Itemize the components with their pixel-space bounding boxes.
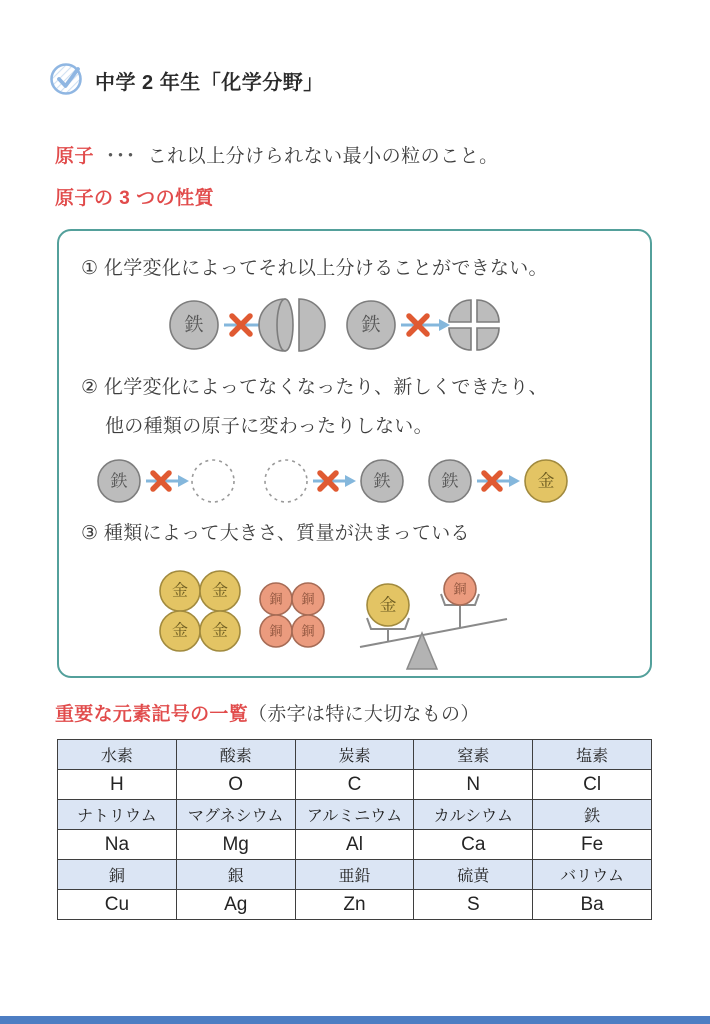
- table-row: [58, 890, 652, 920]
- element-name-cell: ナトリウム: [58, 800, 177, 830]
- elements-table-title: 重要な元素記号の一覧: [55, 704, 249, 725]
- element-symbol-cell: Ca: [414, 830, 533, 860]
- page-title: 中学 2 年生「化学分野」: [95, 72, 324, 94]
- svg-text:鉄: 鉄: [441, 471, 459, 491]
- element-symbol-cell: Na: [58, 830, 177, 860]
- svg-text:銅: 銅: [301, 591, 315, 607]
- properties-subheading: 原子の 3 つの性質: [55, 188, 215, 209]
- element-name-cell: カルシウム: [414, 800, 533, 830]
- svg-text:金: 金: [537, 471, 555, 491]
- gold-atom-group: [160, 571, 240, 651]
- check-circle-icon: [49, 60, 86, 97]
- element-name-cell: 窒素: [414, 740, 533, 770]
- element-name-cell: 塩素: [533, 740, 652, 770]
- properties-box: [57, 229, 652, 678]
- svg-text:銅: 銅: [301, 623, 315, 639]
- svg-text:金: 金: [171, 582, 189, 600]
- atom-term: 原子: [55, 146, 95, 167]
- property-1-text: ① 化学変化によってそれ以上分けることができない。: [81, 258, 548, 279]
- iron-atom-circle: [98, 460, 140, 502]
- iron-atom-circle: [361, 460, 403, 502]
- svg-text:鉄: 鉄: [110, 471, 128, 491]
- dots-separator: ･･･: [105, 146, 136, 167]
- element-symbol-cell: C: [295, 770, 414, 800]
- element-symbol-cell: H: [58, 770, 177, 800]
- element-name-cell: 酸素: [176, 740, 295, 770]
- element-name-cell: 水素: [58, 740, 177, 770]
- property-2-text: [81, 368, 548, 446]
- element-name-cell: アルミニウム: [295, 800, 414, 830]
- elements-table-note: （赤字は特に大切なもの）: [248, 704, 480, 725]
- atom-definition: これ以上分けられない最小の粒のこと。: [147, 146, 499, 167]
- svg-text:鉄: 鉄: [361, 314, 381, 336]
- iron-atom-circle: [170, 301, 218, 349]
- element-symbol-cell: O: [176, 770, 295, 800]
- footer-bar: [0, 1016, 710, 1024]
- diagram-size-mass: [61, 557, 651, 673]
- diagram-cannot-split: [61, 289, 651, 361]
- element-name-cell: バリウム: [533, 860, 652, 890]
- element-name-cell: 炭素: [295, 740, 414, 770]
- copper-atom-group: [260, 583, 324, 647]
- dashed-atom-circle: [265, 460, 307, 502]
- table-row: [58, 800, 652, 830]
- dashed-atom-circle: [192, 460, 234, 502]
- table-row: [58, 860, 652, 890]
- element-symbol-cell: Cu: [58, 890, 177, 920]
- svg-text:金: 金: [211, 582, 229, 600]
- svg-text:銅: 銅: [269, 591, 283, 607]
- element-name-cell: マグネシウム: [176, 800, 295, 830]
- iron-atom-circle: [347, 301, 395, 349]
- elements-table-heading: [55, 699, 480, 726]
- element-name-cell: 銀: [176, 860, 295, 890]
- element-symbols-table: [57, 739, 652, 920]
- element-name-cell: 亜鉛: [295, 860, 414, 890]
- table-row: [58, 830, 652, 860]
- svg-text:金: 金: [379, 595, 397, 615]
- element-symbol-cell: Ba: [533, 890, 652, 920]
- element-symbol-cell: Cl: [533, 770, 652, 800]
- element-name-cell: 鉄: [533, 800, 652, 830]
- property-2-line1: ② 化学変化によってなくなったり、新しくできたり、: [81, 377, 548, 398]
- element-symbol-cell: Zn: [295, 890, 414, 920]
- element-name-cell: 銅: [58, 860, 177, 890]
- svg-text:金: 金: [171, 622, 189, 640]
- element-name-cell: 硫黄: [414, 860, 533, 890]
- split-quarter-atom: [449, 300, 499, 350]
- gold-atom-circle: [525, 460, 567, 502]
- svg-text:金: 金: [211, 622, 229, 640]
- property-2-line2: 他の種類の原子に変わったりしない。: [105, 416, 433, 437]
- cross-arrow-icon: [146, 473, 189, 489]
- iron-atom-circle: [429, 460, 471, 502]
- diagram-no-change: [61, 453, 651, 511]
- svg-text:銅: 銅: [453, 581, 467, 597]
- element-symbol-cell: Al: [295, 830, 414, 860]
- svg-text:銅: 銅: [269, 623, 283, 639]
- cross-arrow-icon: [313, 473, 356, 489]
- element-symbol-cell: N: [414, 770, 533, 800]
- split-half-atom: [259, 299, 325, 351]
- balance-scale: [360, 573, 507, 669]
- cross-arrow-icon: [401, 316, 450, 334]
- cross-arrow-icon: [477, 473, 520, 489]
- table-row: [58, 770, 652, 800]
- svg-text:鉄: 鉄: [184, 314, 204, 336]
- atom-definition-line: [55, 141, 499, 168]
- element-symbol-cell: S: [414, 890, 533, 920]
- svg-text:鉄: 鉄: [373, 471, 391, 491]
- element-symbol-cell: Mg: [176, 830, 295, 860]
- property-3-text: ③ 種類によって大きさ、質量が決まっている: [81, 523, 470, 544]
- table-row: [58, 740, 652, 770]
- element-symbol-cell: Fe: [533, 830, 652, 860]
- element-symbol-cell: Ag: [176, 890, 295, 920]
